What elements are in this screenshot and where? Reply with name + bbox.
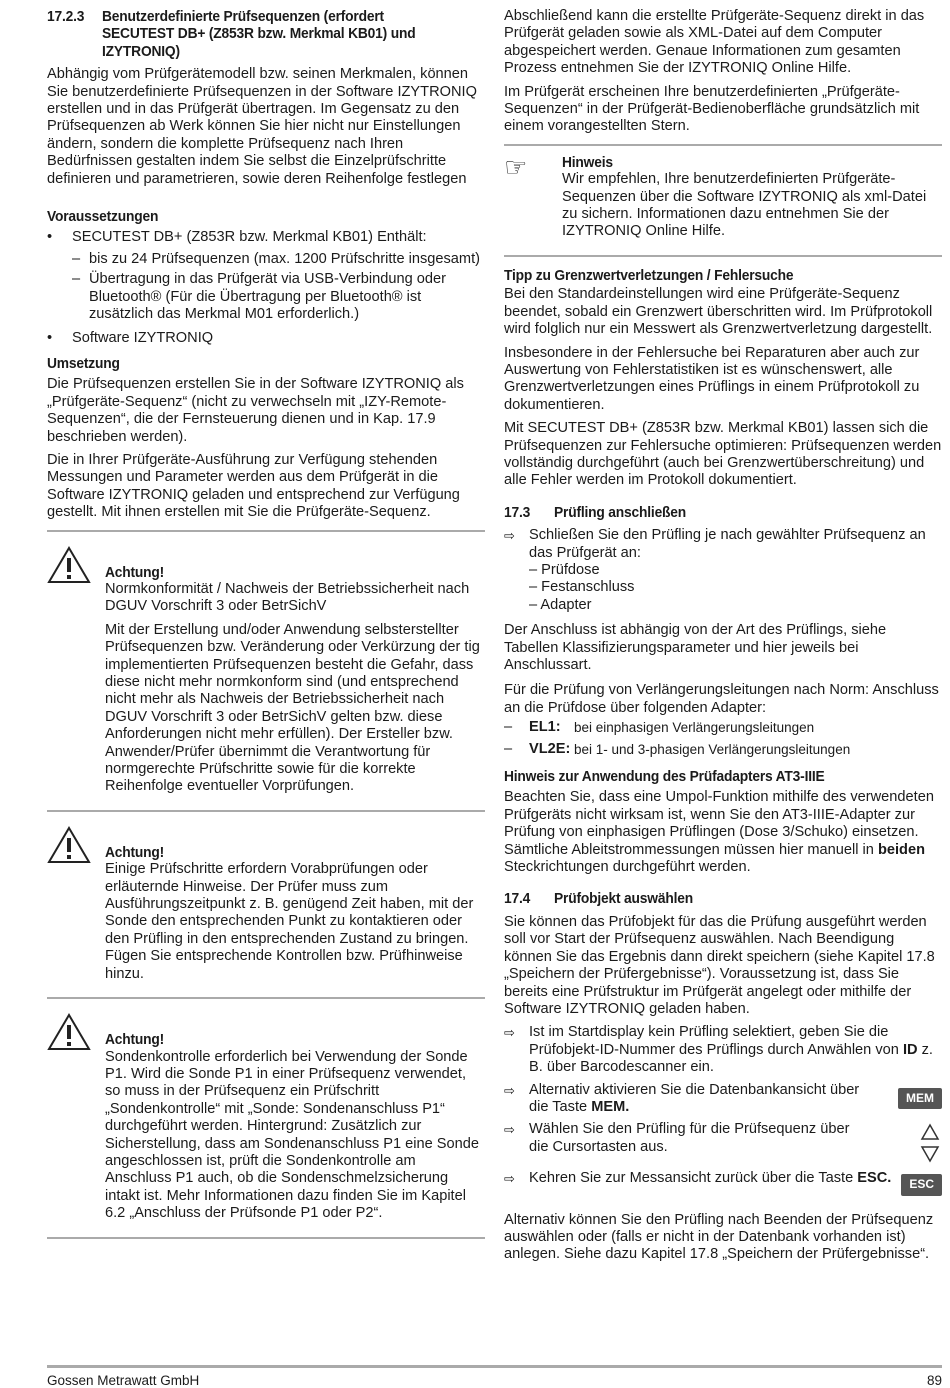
paragraph: Mit SECUTEST DB+ (Z853R bzw. Merkmal KB01) lassen sich die Prüfsequenzen zur Fehlersuche optimieren: Prüfsequenzen werden vollständig durchgeführt (auch bei Grenzwertüberschreitung) und alle Fehler werden im Protokoll dokumentiert.	[504, 420, 942, 489]
dash-item: – Übertragung in das Prüfgerät via USB-Verbindung oder Bluetooth® (Für die Übertragung per Bluetooth® ist zusätzlich das Merkmal M01 erforderlich.)	[47, 271, 485, 323]
section-number: 17.2.3	[47, 8, 85, 25]
right-column	[504, 8, 942, 1270]
arrow-icon: ⇨	[504, 1082, 515, 1098]
emphasis: beiden	[877, 841, 925, 858]
paragraph: Für die Prüfung von Verlängerungsleitungen nach Norm: Anschluss an die Prüfdose über folgenden Adapter:	[504, 682, 939, 716]
step-text: Alternativ aktivieren Sie die Datenbankansicht über die Taste	[529, 1081, 860, 1115]
dash-text: bis zu 24 Prüfsequenzen (max. 1200 Prüfschritte insgesamt)	[89, 250, 480, 267]
bullet-item: • Software IZYTRONIQ	[47, 329, 214, 346]
instruction-step	[504, 1170, 942, 1192]
subheading: Umsetzung	[47, 354, 120, 372]
cursor-keys-icon	[920, 1123, 940, 1168]
dash-text: Übertragung in das Prüfgerät via USB-Verbindung oder Bluetooth® (Für die Übertragung per Bluetooth® ist zusätzlich das Merkmal M01 erforderlich.)	[89, 271, 446, 323]
warning-text: Sondenkontrolle erforderlich bei Verwendung der Sonde P1. Wird die Sonde P1 in einer Prüfsequenz verwendet, so muss in der Prüfsequenz ein Prüfschritt „Sondenkontrolle“ mit „Sonde: Sondenanschluss P1“ durchgeführt werden. Hintergrund: Zusätzlich zur Sicherstellung, dass am Sondenanschluss P1 eine Sonde angeschlossen ist, prüft die Sondenkontrolle am Anschluss P1 auch, ob die Sondenschmelzsicherung intakt ist. Mehr Informationen dazu finden Sie im Kapitel 6.2 „Anschluss der Prüfsonde P1 oder P2“.	[105, 1048, 480, 1222]
adapter-name: EL1:	[529, 719, 561, 736]
section-title: Benutzerdefinierte Prüfsequenzen (erfordert SECUTEST DB+ (Z853R bzw. Merkmal KB01) und IZYTRONIQ)	[102, 8, 416, 60]
paragraph: Die in Ihrer Prüfgeräte-Ausführung zur Verfügung stehenden Messungen und Parameter werden aus dem Prüfgerät in die Software IZYTRONIQ geladen und entsprechend zur Verfügung gestellt. Mit ihnen erstellen mit Sie die Prüfgeräte-Sequenz.	[47, 451, 460, 521]
arrow-icon: ⇨	[504, 528, 515, 544]
step-text: z. B. über Barcodescanner ein.	[529, 1041, 933, 1076]
hint-box	[504, 151, 942, 247]
warning-triangle-icon	[47, 540, 105, 802]
emphasis: ID	[902, 1041, 918, 1058]
divider	[47, 997, 485, 999]
warning-box	[47, 1007, 485, 1228]
instruction-step	[504, 1082, 942, 1117]
esc-key-icon: ESC	[901, 1174, 942, 1195]
step-subitem: – Festanschluss	[529, 579, 635, 596]
warning-box	[47, 540, 485, 802]
paragraph: Abschließend kann die erstellte Prüfgeräte-Sequenz direkt in das Prüfgerät geladen sowie als XML-Datei auf dem Computer abgespeichert werden. Genaue Informationen zum gesamten Prozess entnehmen Sie der IZYTRONIQ Online Hilfe.	[504, 8, 925, 77]
dash-item: – bis zu 24 Prüfsequenzen (max. 1200 Prüfschritte insgesamt)	[72, 250, 480, 267]
warning-text: Mit der Erstellung und/oder Anwendung selbsterstellter Prüfsequenzen bzw. Veränderung oder Verkürzung der tig implementierten Prüfsequenzen besteht die Gefahr, dass diese nicht mehr normkonform sind (und entsprechend nicht mehr als Nachweis der Betriebssicherheit nach DGUV Vorschrift 3 oder BetrSichV gelten bzw. diese Anforderungen nicht mehr erfüllen). Der Ersteller bzw. Anwender/Prüfer übernimmt die Verantwortung für normgerechte Prüfschritte sowie für die korrekte Reihenfolge eventueller Vorprüfungen.	[105, 621, 480, 795]
hint-title: Hinweis	[562, 153, 613, 171]
pointing-hand-icon: ☞	[504, 151, 528, 182]
divider	[504, 144, 942, 146]
adapter-row: – VL2E: bei 1- und 3-phasigen Verlängerungsleitungen	[504, 740, 851, 757]
adapter-name: VL2E:	[529, 740, 571, 757]
adapter-desc: bei 1- und 3-phasigen Verlängerungsleitungen	[574, 741, 851, 757]
emphasis: ESC.	[857, 1170, 892, 1187]
divider	[47, 810, 485, 812]
warning-text: Normkonformität / Nachweis der Betriebssicherheit nach DGUV Vorschrift 3 oder BetrSichV	[105, 580, 470, 615]
paragraph: Bei den Standardeinstellungen wird eine Prüfgeräte-Sequenz beendet, sobald ein Grenzwert überschritten wird. Im Prüfprotokoll wird folglich nur ein Messwert als Grenzwertverletzung dargestellt.	[504, 286, 933, 338]
divider	[47, 530, 485, 532]
step-subitem: – Adapter	[529, 596, 592, 613]
section-number: 17.3	[504, 503, 531, 521]
warning-title: Achtung!	[105, 563, 165, 581]
page-footer	[47, 1365, 942, 1388]
subheading: Hinweis zur Anwendung des Prüfadapters AT3-IIIE	[504, 768, 825, 786]
warning-triangle-icon	[47, 1007, 105, 1228]
arrow-icon: ⇨	[504, 1122, 515, 1138]
paragraph: Die Prüfsequenzen erstellen Sie in der Software IZYTRONIQ als „Prüfgeräte-Sequenz“ (nicht zu verwechseln mit „IZY-Remote-Sequenzen“, die der Fernsteuerung dienen und in Kap. 17.9 beschrieben werden).	[47, 376, 464, 445]
paragraph: Insbesondere in der Fehlersuche bei Reparaturen aber auch zur Auswertung von Fehlerstatistiken ist es wünschenswert, alle Grenzwertverletzungen eines Prüflings in einem Prüfprotokoll zu dokumentieren.	[504, 344, 920, 413]
paragraph: Alternativ können Sie den Prüfling nach Beenden der Prüfsequenz auswählen oder (falls er nicht in der Datenbank vorhanden ist) anlegen. Siehe dazu Kapitel 17.8 „Speichern der Prüfergebnisse“.	[504, 1211, 934, 1263]
divider	[47, 1237, 485, 1239]
step-text: Schließen Sie den Prüfling je nach gewählter Prüfsequenz an das Prüfgerät an:	[529, 527, 926, 561]
step-text: Kehren Sie zur Messansicht zurück über die Taste	[529, 1170, 854, 1187]
paragraph: Abhängig vom Prüfgerätemodell bzw. seinen Merkmalen, können Sie benutzerdefinierte Prüfsequenzen in der Software IZYTRONIQ erstellen und in das Prüfgerät übertragen. Im Gegensatz zu den Prüfsequenzen ab Werk können Sie hier nicht nur Einstellungen ändern, sondern die komplette Prüfsequenz nach Ihren Bedürfnissen gestalten indem Sie selbst die Einzelprüfschritte definieren und parametrieren, sowie deren Reihenfolge festlegen	[47, 66, 477, 187]
page-number: 89	[926, 1373, 942, 1388]
arrow-icon: ⇨	[504, 1171, 515, 1187]
warning-text: Einige Prüfschritte erfordern Vorabprüfungen oder erläuternde Hinweise. Der Prüfer muss zum Ausführungszeitpunkt z. B. genügend Zeit haben, mit der Sonde den entsprechenden Punkt zu kontaktieren oder den Prüfling in den entsprechenden Zustand zu bringen. Fügen Sie entsprechende Kontrollen bzw. Prüfhinweise hinzu.	[105, 861, 474, 982]
step-text: Wählen Sie den Prüfling für die Prüfsequenz über die Cursortasten aus.	[529, 1121, 850, 1155]
instruction-step	[504, 1024, 942, 1076]
footer-company: Gossen Metrawatt GmbH	[47, 1373, 200, 1388]
paragraph: Sie können das Prüfobjekt für das die Prüfung ausgeführt werden soll vor Start der Prüfsequenz auswählen. Nach Beendigung können Sie das Ergebnis dann direkt speichern (siehe Kapitel 17.8 „Speichern der Prüfergebnisse“). Voraussetzung ist, dass Sie bereits eine Prüfstruktur im Prüfgerät angelegt oder mithilfe der Software IZYTRONIQ geladen haben.	[504, 913, 935, 1017]
arrow-icon: ⇨	[504, 1025, 515, 1041]
emphasis: MEM.	[591, 1098, 630, 1115]
subheading: Tipp zu Grenzwertverletzungen / Fehlersuche	[504, 266, 794, 284]
left-column	[47, 8, 485, 1247]
warning-title: Achtung!	[105, 843, 165, 861]
instruction-step	[504, 1121, 942, 1156]
section-number: 17.4	[504, 890, 531, 908]
instruction-step	[504, 527, 942, 614]
paragraph: Der Anschluss ist abhängig von der Art des Prüflings, siehe Tabellen Klassifizierungsparameter und hier jeweils bei Anschlussart.	[504, 622, 887, 673]
bullet-text: Software IZYTRONIQ	[72, 329, 214, 346]
adapter-desc: bei einphasigen Verlängerungsleitungen	[574, 720, 815, 736]
paragraph: Im Prüfgerät erscheinen Ihre benutzerdefinierten „Prüfgeräte-Sequenzen“ in der Prüfgerät-Bedienoberfläche grundsätzlich mit einem vorangestellten Stern.	[504, 83, 920, 135]
section-title: Prüfling anschließen	[554, 503, 687, 521]
warning-triangle-icon	[47, 820, 105, 989]
warning-box	[47, 820, 485, 989]
section-title: Prüfobjekt auswählen	[554, 890, 693, 908]
section-heading	[47, 8, 485, 60]
hint-text: Wir empfehlen, Ihre benutzerdefinierten Prüfgeräte-Sequenzen über die Software IZYTRONIQ als xml-Datei zu sichern. Informationen dazu entnehmen Sie der IZYTRONIQ Online Hilfe.	[562, 171, 927, 240]
divider	[504, 255, 942, 257]
adapter-row: – EL1: bei einphasigen Verlängerungsleitungen	[504, 719, 815, 736]
section-heading	[504, 890, 942, 907]
paragraph: Beachten Sie, dass eine Umpol-Funktion mithilfe des verwendeten Prüfgeräts nicht wirksam ist, wenn Sie den AT3-IIIE-Adapter zur Prüfung von einphasigen Prüflingen (Dose 3/Schuko) einsetzen. Sämtliche Ableitstrommessungen müssen hier manuell in	[504, 789, 934, 858]
step-subitem: – Prüfdose	[529, 561, 600, 578]
bullet-text: SECUTEST DB+ (Z853R bzw. Merkmal KB01) Enthält:	[72, 229, 427, 246]
section-heading	[504, 504, 942, 521]
warning-title: Achtung!	[105, 1031, 165, 1049]
mem-key-icon: MEM	[898, 1088, 942, 1109]
bullet-item: • SECUTEST DB+ (Z853R bzw. Merkmal KB01) Enthält:	[47, 229, 427, 246]
paragraph: Steckrichtungen durchgeführt werden.	[504, 859, 751, 876]
step-text: Ist im Startdisplay kein Prüfling selektiert, geben Sie die Prüfobjekt-ID-Nummer des Prüflings durch Anwählen von	[529, 1024, 899, 1058]
subheading: Voraussetzungen	[47, 208, 159, 226]
